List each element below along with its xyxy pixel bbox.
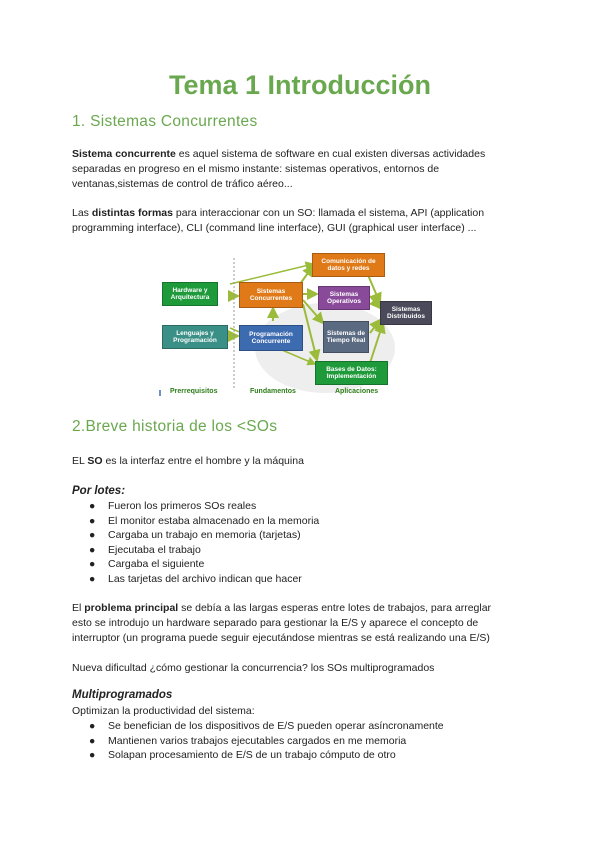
bullet: ●	[89, 543, 96, 556]
list-item-text: Cargaba un trabajo en memoria (tarjetas)	[108, 529, 301, 542]
list-item-text: El monitor estaba almacenado en la memoria	[108, 514, 320, 527]
list-item	[72, 528, 319, 543]
list-multiprogramados	[72, 719, 444, 763]
text: programming interface), CLI (command line interface), GUI (graphical user interface) ...	[72, 222, 477, 234]
bullet: ●	[89, 572, 96, 585]
list-item-text: Mantienen varios trabajos ejecutables cargados en me memoria	[108, 734, 407, 747]
page-title: Tema 1 Introducción	[168, 70, 432, 100]
term-problema-principal: problema principal	[84, 602, 179, 614]
box-distribuidos: Sistemas Distribuidos	[380, 301, 432, 325]
bullet: ●	[89, 514, 96, 527]
list-item	[72, 557, 319, 572]
bullet: ●	[89, 734, 96, 747]
list-item-text: Las tarjetas del archivo indican que hacer	[108, 572, 302, 585]
text: separadas en progreso en el mismo instante: sistemas operativos, entornos de	[72, 163, 440, 175]
box-programacion-concurrente: Programación Concurrente	[239, 325, 303, 351]
list-item	[72, 572, 319, 587]
text: Las	[72, 207, 92, 219]
box-hardware: Hardware y Arquitectura	[162, 282, 218, 306]
label-aplicaciones: Aplicaciones	[335, 388, 379, 395]
list-item	[72, 719, 444, 734]
text: es aquel sistema de software en cual existen diversas actividades	[175, 148, 486, 160]
section-2-heading: 2.Breve historia de los <SOs	[72, 418, 278, 435]
paragraph-sistema-concurrente	[72, 147, 532, 192]
list-item	[72, 514, 319, 529]
text: ventanas,sistemas de control de tráfico aéreo...	[72, 178, 293, 190]
systems-diagram	[155, 248, 445, 403]
list-item	[72, 734, 444, 749]
text: interruptor (un programa puede seguir ejecutándose mientras se está realizando una E/S)	[72, 632, 490, 644]
box-sistemas-concurrentes: Sistemas Concurrentes	[239, 282, 303, 308]
subheading-multiprogramados: Multiprogramados	[72, 689, 173, 701]
box-bases-datos: Bases de Datos: Implementación	[315, 361, 388, 385]
box-sistemas-operativos: Sistemas Operativos	[318, 286, 370, 310]
box-lenguajes: Lenguajes y Programación	[162, 325, 228, 349]
list-item-text: Cargaba el siguiente	[108, 558, 205, 571]
list-item-text: Solapan procesamiento de E/S de un trabajo cómputo de otro	[108, 749, 396, 762]
bullet: ●	[89, 500, 96, 512]
paragraph-so-interfaz	[72, 454, 532, 469]
section-1-heading: 1. Sistemas Concurrentes	[72, 113, 258, 130]
subheading-por-lotes: Por lotes:	[72, 485, 126, 497]
list-item-text: Ejecutaba el trabajo	[108, 543, 201, 556]
bullet: ●	[89, 749, 96, 762]
bullet: ●	[89, 720, 96, 732]
term-sistema-concurrente: Sistema concurrente	[72, 148, 176, 160]
list-item-text: Se benefician de los dispositivos de E/S pueden operar asíncronamente	[108, 720, 444, 732]
term-so: SO	[87, 455, 103, 467]
paragraph-problema-principal	[72, 601, 542, 646]
bullet: ●	[89, 529, 96, 542]
text: para interaccionar con un SO: llamada el sistema, API (application	[172, 207, 485, 219]
list-item	[72, 748, 444, 763]
text: esto se introdujo un hardware separado para gestionar la E/S y aparece el concepto de	[72, 617, 479, 629]
text: EL	[72, 455, 88, 467]
paragraph-optimizan: Optimizan la productividad del sistema:	[72, 705, 255, 717]
box-comunicacion: Comunicación de datos y redes	[312, 253, 385, 277]
list-item	[72, 499, 319, 514]
term-distintas-formas: distintas formas	[91, 207, 173, 219]
list-item-text: Fueron los primeros SOs reales	[108, 500, 257, 512]
label-prerrequisitos: Prerrequisitos	[170, 388, 218, 395]
text: es la interfaz entre el hombre y la máquina	[102, 455, 304, 467]
text: se debía a las largas esperas entre lotes de trabajos, para arreglar	[178, 602, 492, 614]
label-fundamentos: Fundamentos	[250, 388, 296, 395]
list-por-lotes	[72, 499, 319, 587]
bullet: ●	[89, 558, 96, 571]
text: El	[72, 602, 85, 614]
arrow	[230, 264, 313, 284]
paragraph-nueva-dificultad: Nueva dificultad ¿cómo gestionar la concurrencia? los SOs multiprogramados	[72, 662, 435, 674]
box-tiempo-real: Sistemas de Tiempo Real	[323, 321, 369, 353]
paragraph-distintas-formas	[72, 206, 532, 236]
list-item	[72, 543, 319, 558]
